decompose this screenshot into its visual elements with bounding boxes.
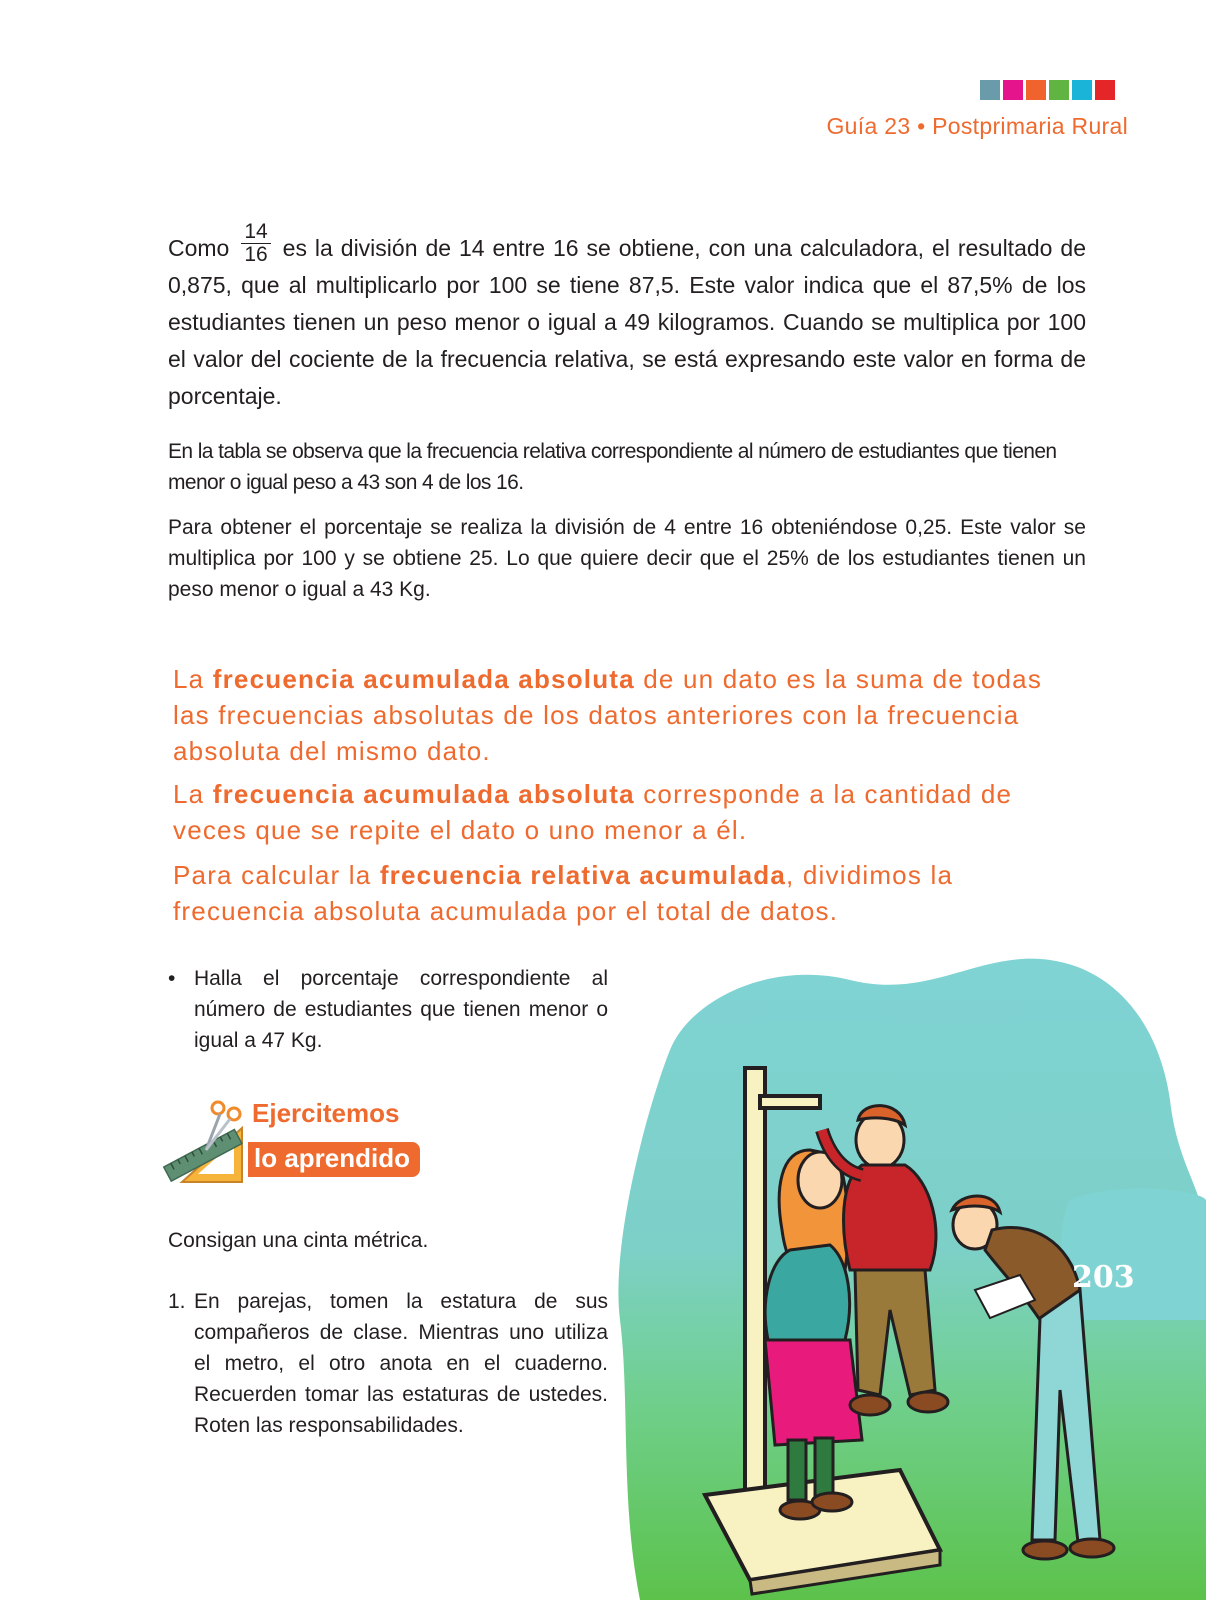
definition-2-a: La <box>173 779 213 809</box>
paragraph-3 <box>168 512 1086 605</box>
definition-2-c: corresponde a la cantidad de veces que se repite el dato o uno menor a él. <box>173 779 1013 845</box>
paragraph-2-text: En la tabla se observa que la frecuencia relativa correspondiente al número de estudiantes que tienen menor o igual peso a 43 son 4 de los 16. <box>168 440 1057 494</box>
paragraph-2 <box>168 436 1086 498</box>
fraction <box>241 221 270 266</box>
exercise-intro <box>168 1225 608 1256</box>
definition-3-a: Para calcular la <box>173 860 380 890</box>
exercise-item-1 <box>168 1286 608 1441</box>
exercise-badge <box>162 1098 442 1186</box>
color-swatch <box>980 80 1000 100</box>
color-swatch <box>1003 80 1023 100</box>
color-swatch <box>1026 80 1046 100</box>
ruler-scissors-icon <box>162 1098 252 1186</box>
color-swatch <box>1072 80 1092 100</box>
exercise-intro-text: Consigan una cinta métrica. <box>168 1229 429 1252</box>
definition-2-term: frecuencia acumulada absoluta <box>212 779 635 809</box>
bullet-marker: • <box>168 967 176 990</box>
definition-3-c: , dividimos la frecuencia absoluta acumulada por el total de datos. <box>173 860 954 926</box>
definition-3 <box>173 857 1073 929</box>
header-color-bar <box>980 80 1115 100</box>
paragraph-1-start: Como <box>168 235 230 261</box>
badge-subtitle: lo aprendido <box>248 1142 420 1177</box>
item-1-text: En parejas, tomen la estatura de sus compañeros de clase. Mientras uno utiliza el metro, el otro anota en el cuaderno. Recuerden tomar las estaturas de ustedes. Roten las responsabilidades. <box>194 1290 608 1437</box>
fraction-denominator: 16 <box>244 243 268 267</box>
color-swatch <box>1049 80 1069 100</box>
badge-title: Ejercitemos <box>252 1098 400 1128</box>
definition-3-term: frecuencia relativa acumulada <box>379 860 787 890</box>
definition-1-term: frecuencia acumulada absoluta <box>212 664 635 694</box>
fraction-numerator: 14 <box>241 221 270 244</box>
paragraph-3-text: Para obtener el porcentaje se realiza la división de 4 entre 16 obteniéndose 0,25. Este valor se multiplica por 100 y se obtiene 25. Lo que quiere decir que el 25% de los estudiantes tienen un peso menor o igual a 43 Kg. <box>168 516 1086 601</box>
definition-1 <box>173 661 1073 769</box>
color-swatch <box>1095 80 1115 100</box>
item-1-marker: 1. <box>168 1290 186 1313</box>
page-number: 203 <box>1072 1260 1135 1295</box>
definition-1-a: La <box>173 664 213 694</box>
paragraph-1 <box>168 220 1086 415</box>
definition-1-c: de un dato es la suma de todas las frecuencias absolutas de los datos anteriores con la frecuencia absoluta del mismo dato. <box>173 664 1043 766</box>
definition-2 <box>173 776 1073 848</box>
bullet-task <box>168 963 608 1056</box>
header-title: Guía 23 • Postprimaria Rural <box>826 113 1128 139</box>
paragraph-1-rest: es la división de 14 entre 16 se obtiene, con una calculadora, el resultado de 0,875, que al multiplicarlo por 100 se tiene 87,5. Este valor indica que el 87,5% de los estudiantes tienen un peso menor o igual a 49 kilogramos. Cuando se multiplica por 100 el valor del cociente de la frecuencia relativa, se está expresando este valor en forma de porcentaje. <box>168 235 1086 409</box>
bullet-text: Halla el porcentaje correspondiente al número de estudiantes que tienen menor o igual a 47 Kg. <box>194 967 608 1052</box>
